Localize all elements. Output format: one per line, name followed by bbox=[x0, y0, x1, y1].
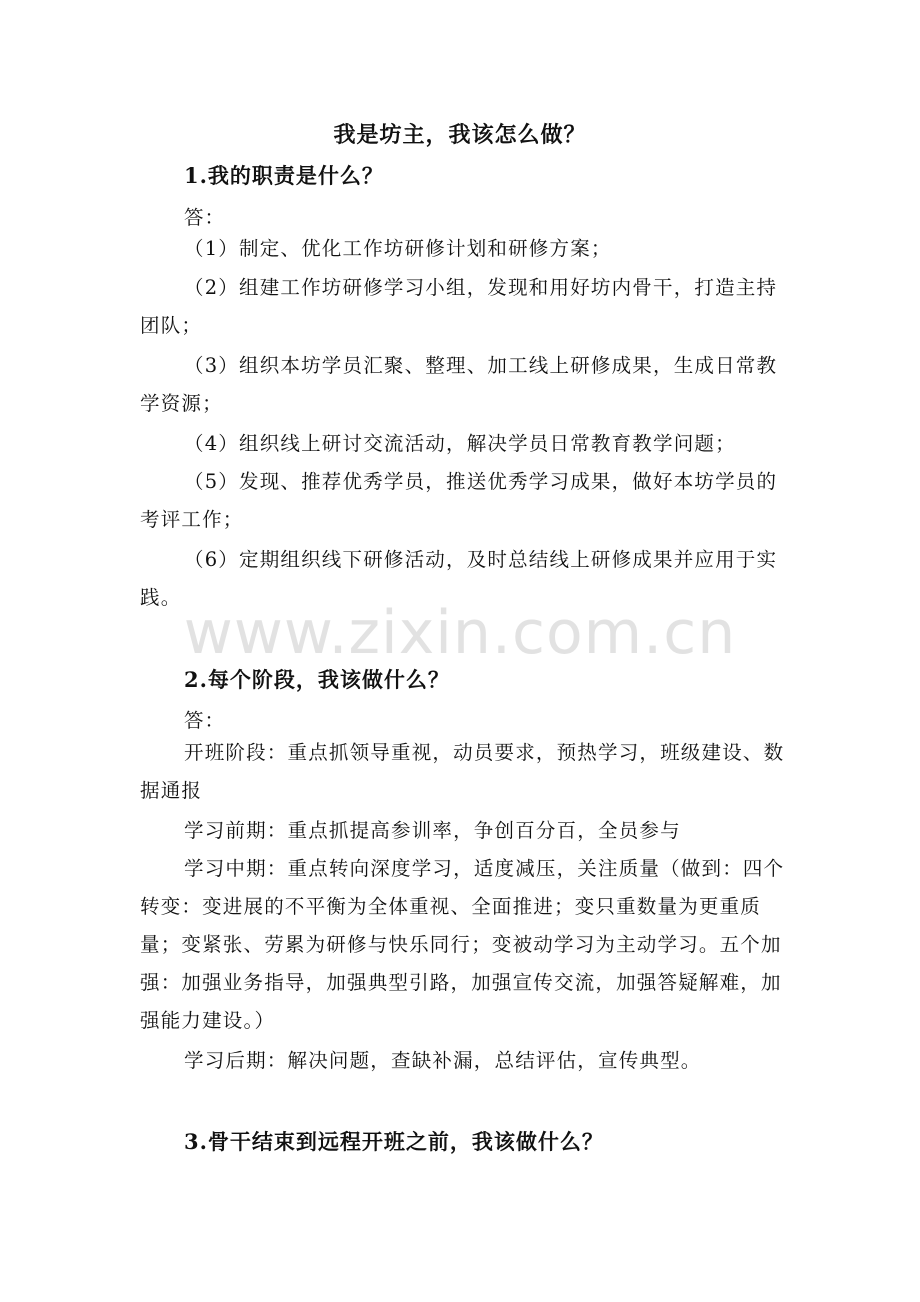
section-1-paragraph-3: （3）组织本坊学员汇聚、整理、加工线上研修成果，生成日常教学资源； bbox=[140, 354, 778, 415]
section-3-heading: 3.骨干结束到远程开班之前，我该做什么？ bbox=[184, 1129, 604, 1154]
section-2-paragraph-3: 学习中期：重点转向深度学习，适度减压，关注质量（做到：四个转变：变进展的不平衡为全体重视、全面推进；变只重数量为更重质量；变紧张、劳累为研修与快乐同行；变被动学习为主动学习。五个加强：加强业务指导，加强典型引路，加强宣传交流，加强答疑解难，加强能力建设。） bbox=[140, 857, 785, 1032]
section-2-heading: 2.每个阶段，我该做什么？ bbox=[184, 667, 450, 692]
section-1-paragraph-2: （2）组建工作坊研修学习小组，发现和用好坊内骨干，打造主持团队； bbox=[140, 276, 778, 337]
section-2-answer-label: 答： bbox=[184, 709, 226, 732]
section-1-answer-label: 答： bbox=[184, 206, 226, 229]
section-1-paragraph-1: （1）制定、优化工作坊研修计划和研修方案； bbox=[184, 237, 612, 260]
section-1-paragraph-5: （5）发现、推荐优秀学员，推送优秀学习成果，做好本坊学员的考评工作； bbox=[140, 470, 778, 531]
section-2-paragraph-4: 学习后期：解决问题，查缺补漏，总结评估，宣传典型。 bbox=[184, 1049, 702, 1072]
section-1-paragraph-6: （6）定期组织线下研修活动，及时总结线上研修成果并应用于实践。 bbox=[140, 548, 778, 609]
section-2-paragraph-2: 学习前期：重点抓提高参训率，争创百分百，全员参与 bbox=[184, 819, 681, 842]
section-1-heading: 1.我的职责是什么？ bbox=[184, 163, 384, 188]
watermark: www.zixin.com.cn bbox=[183, 598, 737, 668]
section-2-paragraph-1: 开班阶段：重点抓领导重视，动员要求，预热学习，班级建设、数据通报 bbox=[140, 741, 785, 802]
section-1-paragraph-4: （4）组织线上研讨交流活动，解决学员日常教育教学问题； bbox=[184, 432, 736, 455]
page-title: 我是坊主，我该怎么做？ bbox=[333, 122, 587, 148]
